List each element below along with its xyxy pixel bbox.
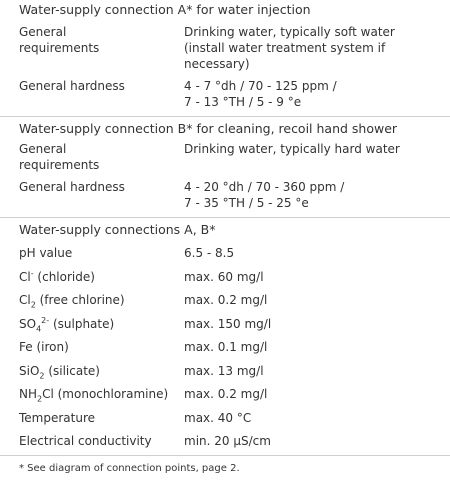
- row-label: General requirements: [19, 25, 100, 55]
- row-label: SiO$_2$ (silicate): [19, 363, 100, 380]
- table-row: [0, 292, 450, 308]
- row-value: 6.5 - 8.5: [184, 246, 235, 260]
- row-label: Temperature: [19, 410, 96, 425]
- table-row: [0, 24, 450, 72]
- section-title-connections-ab: Water-supply connections A, B*: [0, 217, 450, 237]
- row-label: Cl- (chloride): [19, 268, 95, 284]
- row-label: General hardness: [19, 180, 125, 194]
- table-row: [0, 141, 450, 173]
- row-value: max. 0.2 mg/l: [184, 293, 268, 307]
- row-label: General requirements: [19, 142, 100, 172]
- row-value: max. 13 mg/l: [184, 363, 264, 378]
- row-value: max. 150 mg/l: [184, 316, 272, 331]
- row-value: max. 60 mg/l: [184, 269, 264, 284]
- row-label: General hardness: [19, 79, 125, 93]
- table-row: [0, 363, 450, 379]
- row-label: pH value: [19, 246, 73, 260]
- row-value: max. 0.1 mg/l: [184, 340, 268, 354]
- table-row: [0, 386, 450, 402]
- row-value: max. 0.2 mg/l: [184, 387, 268, 401]
- row-value: 4 - 7 °dh / 70 - 125 ppm / 7 - 13 °TH / 5 - 9 °e: [184, 79, 337, 109]
- footnote: * See diagram of connection points, page 2.: [19, 463, 240, 474]
- section-title-connection-b: Water-supply connection B* for cleaning, recoil hand shower: [0, 116, 450, 136]
- row-label: $Cl_2$ (free chlorine): [19, 293, 125, 310]
- row-value: Drinking water, typically hard water: [184, 142, 400, 156]
- row-label: Electrical conductivity: [19, 434, 152, 448]
- table-row: [0, 78, 450, 110]
- table-row: [0, 179, 450, 211]
- table-row: [0, 433, 450, 449]
- row-value: min. 20 µS/cm: [184, 434, 271, 448]
- row-label: $NH_2Cl$ (monochloramine): [19, 387, 169, 404]
- row-value: Drinking water, typically soft water (install water treatment system if necessary): [184, 25, 395, 71]
- table-row: [0, 269, 450, 285]
- table-bottom-divider: [0, 455, 450, 456]
- connections-ab-rows: [0, 237, 450, 449]
- row-label: $SO_4^{2-}$ (sulphate): [19, 315, 115, 333]
- table-row: [0, 316, 450, 332]
- row-value: 4 - 20 °dh / 70 - 360 ppm / 7 - 35 °TH / 5 - 25 °e: [184, 180, 345, 210]
- section-title-connection-a: Water-supply connection A* for water injection: [19, 2, 311, 17]
- table-row: [0, 339, 450, 355]
- table-row: [0, 245, 450, 261]
- table-row: [0, 410, 450, 426]
- row-value: max. 40 °C: [184, 410, 252, 425]
- row-label: Fe (iron): [19, 340, 69, 354]
